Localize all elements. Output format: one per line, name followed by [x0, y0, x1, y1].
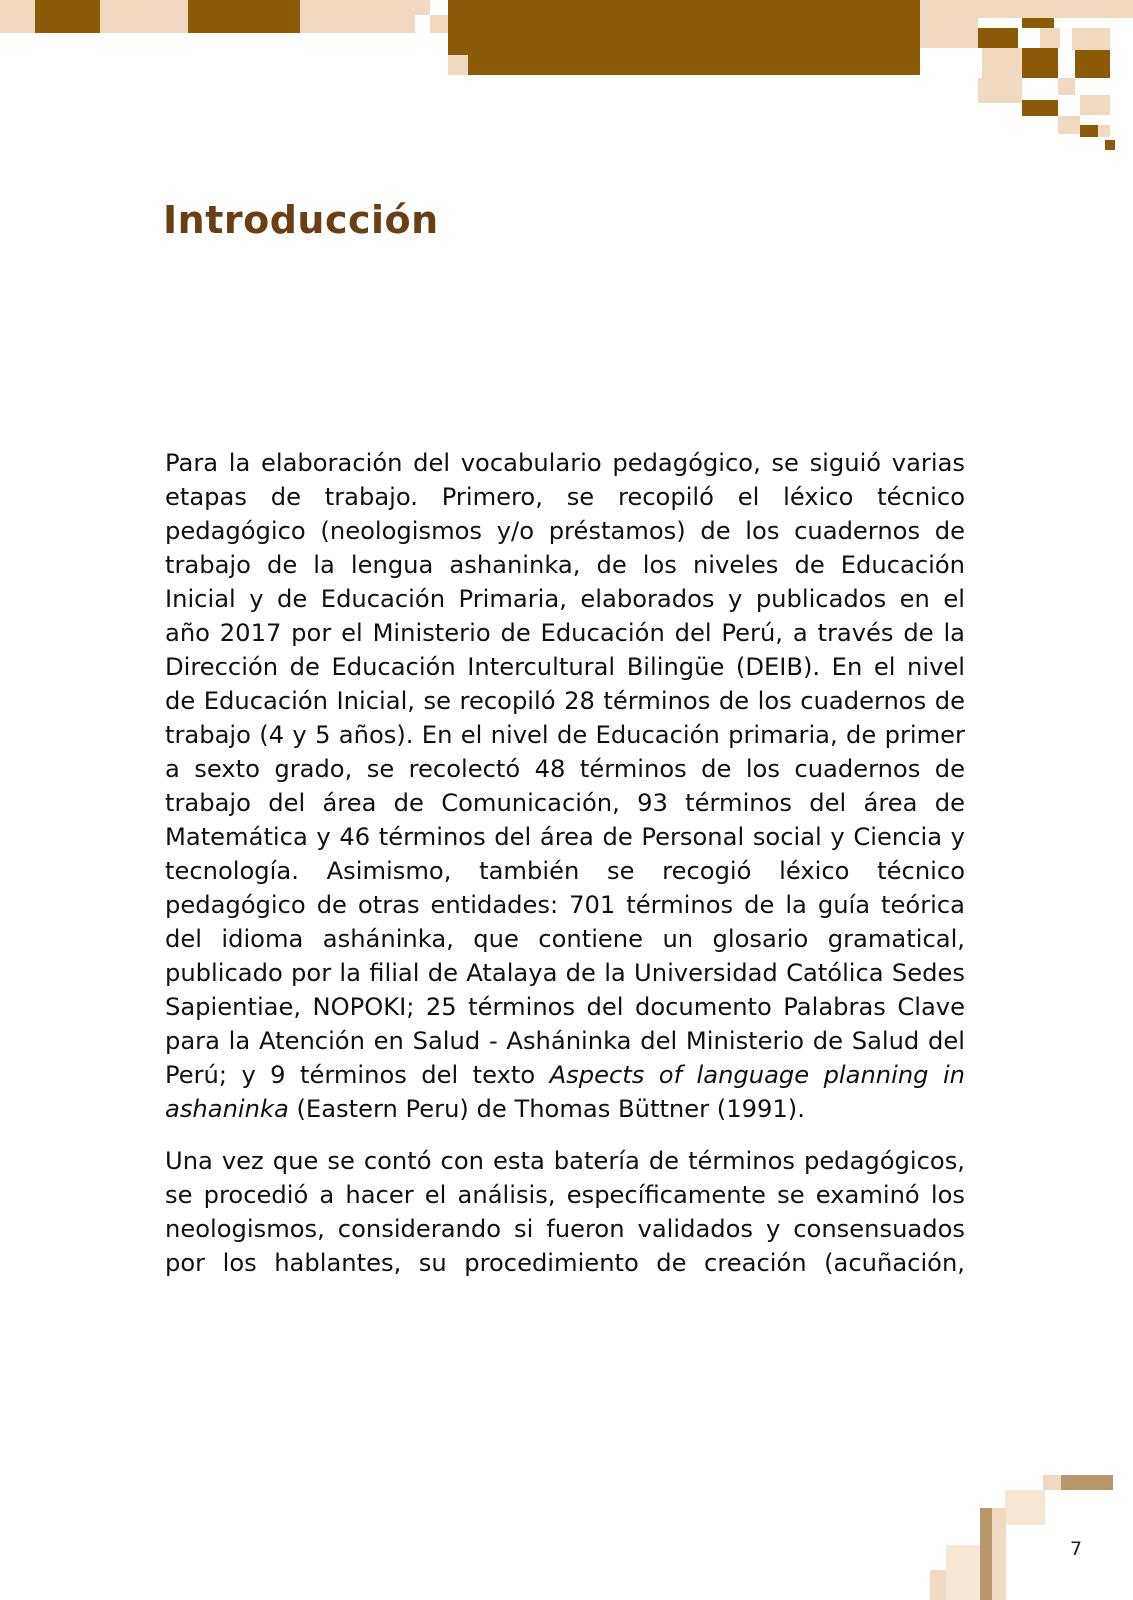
page-number: 7 — [1070, 1538, 1083, 1560]
paragraph-1-italic-title: Aspects of language planning in ashaninka — [165, 1061, 965, 1123]
paragraph-1-text-end: (Eastern Peru) de Thomas Büttner (1991). — [288, 1095, 805, 1123]
paragraph-2: Una vez que se contó con esta batería de términos pedagógicos, se procedió a hacer el análisis, específicamente se examinó los neologismos, considerando si fueron validados y consensuados por los hablantes, su procedimiento de creación (acuñación, — [165, 1147, 965, 1277]
body-text — [165, 446, 965, 1298]
paragraph-1-text: Para la elaboración del vocabulario pedagógico, se siguió varias etapas de trabajo. Primero, se recopiló el léxico técnico pedagógico (neologismos y/o préstamos) de los cuadernos de trabajo de la lengua ashaninka, de los niveles de Educación Inicial y de Educación Primaria, elaborados y publicados en el año 2017 por el Ministerio de Educación del Perú, a través de la Dirección de Educación Intercultural Bilingüe (DEIB). En el nivel de Educación Inicial, se recopiló 28 términos de los cuadernos de trabajo (4 y 5 años). En el nivel de Educación primaria, de primer a sexto grado, se recolectó 48 términos de los cuadernos de trabajo del área de Comunicación, 93 términos del área de Matemática y 46 términos del área de Personal social y Ciencia y tecnología. Asimismo, también se recogió léxico técnico pedagógico de otras entidades: 701 términos de la guía teórica del idioma asháninka, que contiene un glosario gramatical, publicado por la filial de Atalaya de la Universidad Católica Sedes Sapientiae, NOPOKI; 25 términos del documento Palabras Clave para la Atención en Salud - Asháninka del Ministerio de Salud del Perú; y 9 términos del texto — [165, 449, 965, 1089]
paragraph-1 — [165, 446, 965, 1126]
page-title: Introducción — [163, 198, 439, 242]
